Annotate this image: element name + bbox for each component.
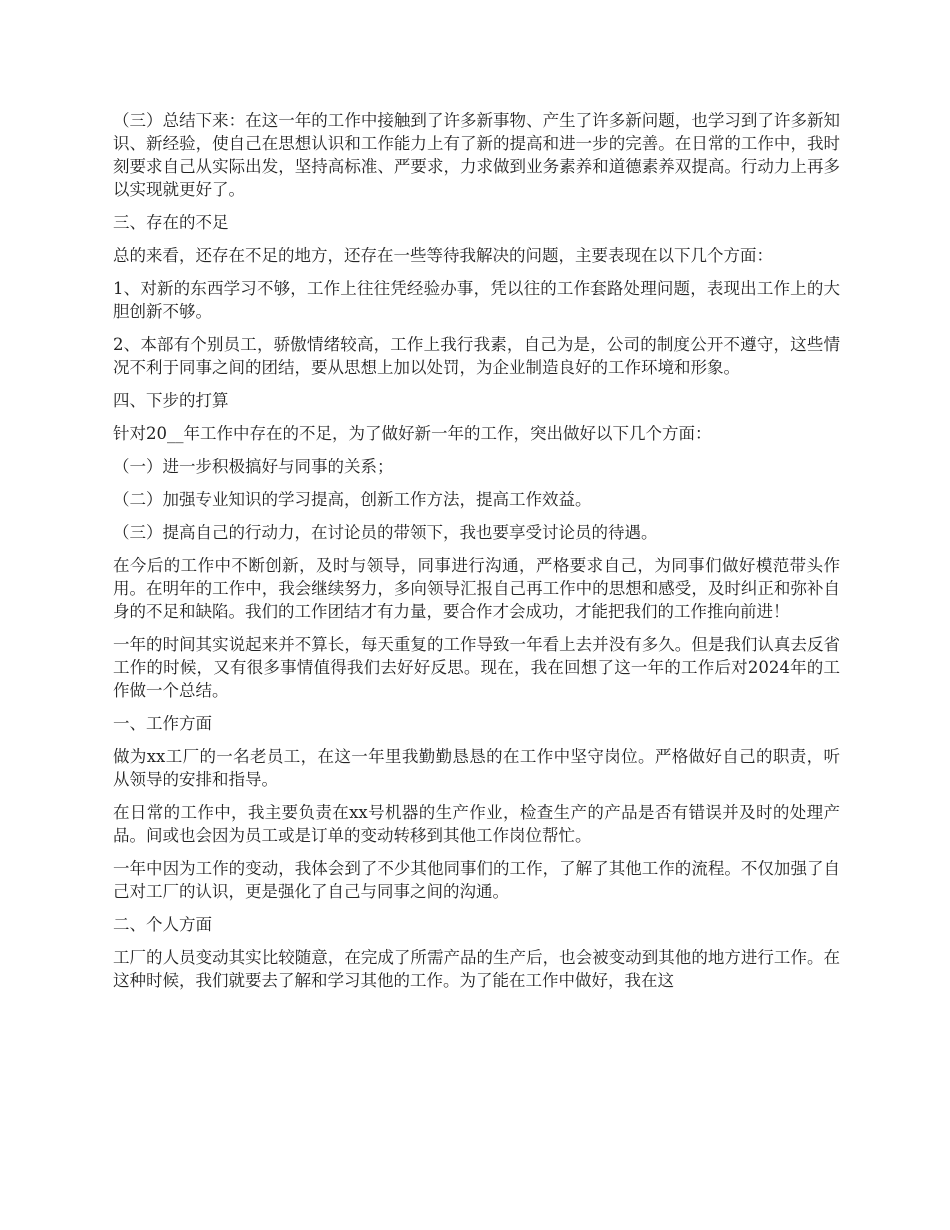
paragraph-shortcoming-2: 2、本部有个别员工，骄傲情绪较高，工作上我行我素，自己为是，公司的制度公开不遵守，这些情况不利于同事之间的团结，要从思想上加以处罚，为企业制造良好的工作环境和形象。 — [113, 335, 840, 377]
paragraph-work-1: 做为xx工厂的一名老员工，在这一年里我勤勤恳恳的在工作中坚守岗位。严格做好自己的职责，听从领导的安排和指导。 — [113, 747, 840, 789]
section-heading-personal: 二、个人方面 — [113, 915, 212, 934]
paragraph-plan-1: （一）进一步积极搞好与同事的关系； — [113, 457, 394, 476]
paragraph-personal-1: 工厂的人员变动其实比较随意，在完成了所需产品的生产后，也会被变动到其他的地方进行工作。在这种时候，我们就要去了解和学习其他的工作。为了能在工作中做好，我在这 — [113, 948, 840, 990]
section-heading-next-steps: 四、下步的打算 — [113, 391, 229, 410]
paragraph-plan-3: （三）提高自己的行动力，在讨论员的带领下，我也要享受讨论员的待遇。 — [113, 523, 658, 542]
paragraph-year-reflection: 一年的时间其实说起来并不算长，每天重复的工作导致一年看上去并没有多久。但是我们认真去反省工作的时候，又有很多事情值得我们去好好反思。现在，我在回想了这一年的工作后对2024年的工作做一个总结。 — [113, 635, 840, 700]
paragraph-work-3: 一年中因为工作的变动，我体会到了不少其他同事们的工作，了解了其他工作的流程。不仅加强了自己对工厂的认识，更是强化了自己与同事之间的沟通。 — [113, 859, 840, 901]
paragraph-future-work: 在今后的工作中不断创新，及时与领导，同事进行沟通，严格要求自己，为同事们做好模范带头作用。在明年的工作中，我会继续努力，多向领导汇报自己再工作中的思想和感受，及时纠正和弥补自身的不足和缺陷。我们的工作团结才有力量，要合作才会成功，才能把我们的工作推向前进！ — [113, 556, 840, 621]
paragraph-shortcomings-intro: 总的来看，还存在不足的地方，还存在一些等待我解决的问题，主要表现在以下几个方面： — [113, 246, 773, 265]
paragraph-work-2: 在日常的工作中，我主要负责在xx号机器的生产作业，检查生产的产品是否有错误并及时的处理产品。间或也会因为员工或是订单的变动转移到其他工作岗位帮忙。 — [113, 803, 840, 845]
paragraph-next-steps-intro: 针对20__年工作中存在的不足，为了做好新一年的工作，突出做好以下几个方面： — [113, 424, 712, 443]
section-heading-shortcomings: 三、存在的不足 — [113, 213, 229, 232]
paragraph-shortcoming-1: 1、对新的东西学习不够，工作上往往凭经验办事，凭以往的工作套路处理问题，表现出工作上的大胆创新不够。 — [113, 279, 840, 321]
paragraph-summary: （三）总结下来：在这一年的工作中接触到了许多新事物、产生了许多新问题，也学习到了许多新知识、新经验，使自己在思想认识和工作能力上有了新的提高和进一步的完善。在日常的工作中，我时刻要求自己从实际出发，坚持高标准、严要求，力求做到业务素养和道德素养双提高。行动力上再多以实现就更好了。 — [113, 111, 840, 199]
paragraph-plan-2: （二）加强专业知识的学习提高，创新工作方法，提高工作效益。 — [113, 490, 592, 509]
section-heading-work: 一、工作方面 — [113, 714, 212, 733]
